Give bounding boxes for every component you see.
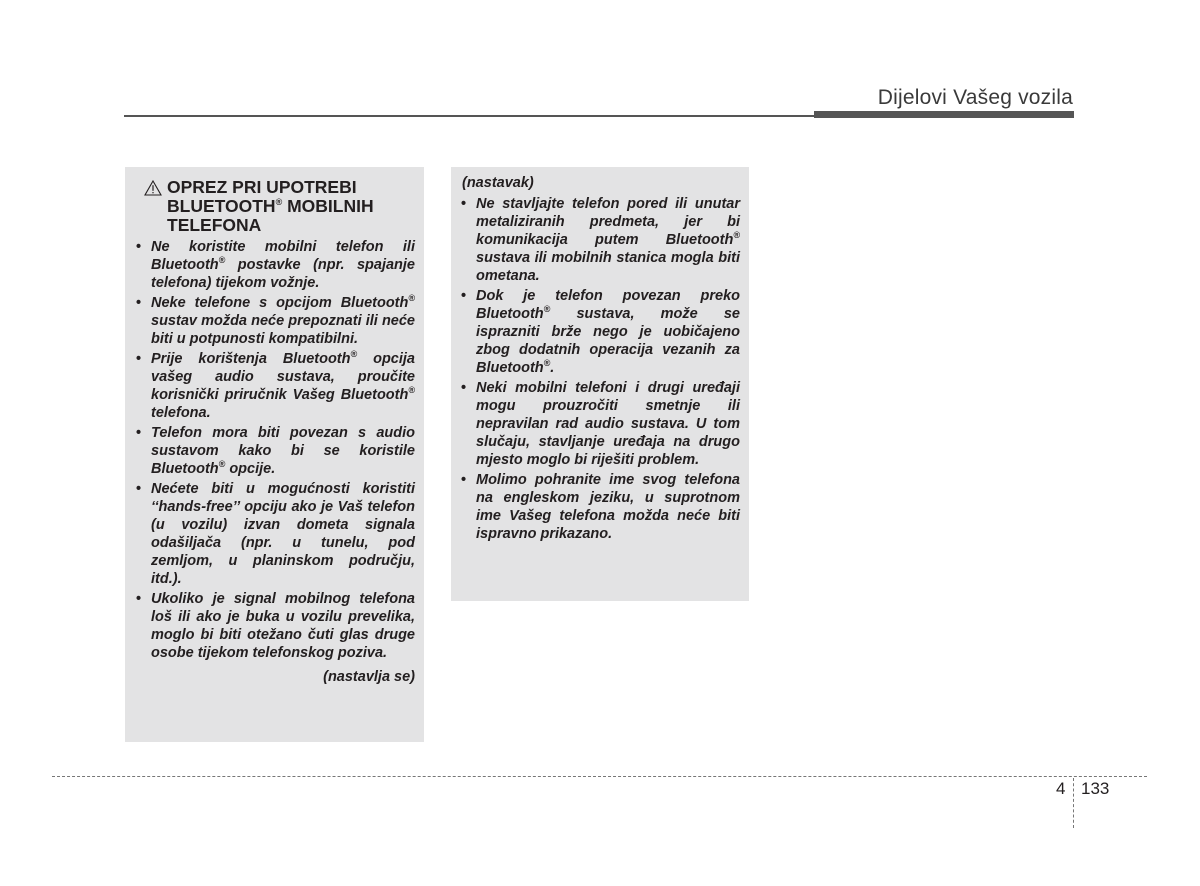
list-item-text: Ukoliko je signal mobilnog telefona loš ili ako je buka u vozilu prevelika, moglo bi biti otežano čuti glas druge osobe tijekom telefonskog poziva. (151, 591, 415, 661)
list-item-text: Neki mobilni telefoni i drugi uređaji mogu prouzročiti smetnje ili nepravilan rad audio sustava. U tom slučaju, stavljanje uređaja na drugo mjesto moglo bi riješiti problem. (476, 380, 740, 468)
registered-mark: ® (350, 349, 358, 360)
caution-list-item (135, 238, 415, 292)
list-item-text: Dok je telefon povezan preko Bluetooth (476, 288, 740, 322)
warning-triangle-icon (144, 180, 162, 196)
registered-mark: ® (408, 385, 415, 396)
caution-list-item (460, 287, 740, 377)
caution-list-item (135, 350, 415, 422)
caution-list-item (135, 590, 415, 662)
caution-list-left (135, 238, 415, 662)
list-item-text: opcije. (225, 461, 276, 477)
list-item-text: opcija vašeg audio sustava, proučite korisnički priručnik Vašeg Bluetooth (151, 351, 415, 403)
list-item-text: Nećete biti u mogućnosti koristiti ‘‘hands-free’’ opciju ako je Vaš telefon (u vozilu) izvan dometa signala odašiljača (npr. u tunelu, pod zemljom, u planinskom području, itd.). (151, 481, 415, 587)
header-rule-thin (124, 115, 814, 117)
caution-list-item (135, 424, 415, 478)
list-item-text: Ne stavljajte telefon pored ili unutar metaliziranih predmeta, jer bi komunikacija putem Bluetooth (476, 196, 740, 248)
list-item-text: Ne koristite mobilni telefon ili Bluetooth (151, 239, 415, 273)
caution-list-right (460, 195, 740, 543)
registered-mark: ® (275, 197, 283, 208)
caution-box-right (451, 167, 749, 601)
continuation-label: (nastavak) (462, 175, 534, 191)
caution-list-item (460, 195, 740, 285)
list-item-text: postavke (npr. spajanje telefona) tijekom vožnje. (151, 257, 415, 291)
caution-title (167, 178, 415, 235)
registered-mark: ® (408, 293, 415, 304)
caution-list-item (135, 294, 415, 348)
caution-box-left (125, 167, 424, 742)
list-item-text: sustava ili mobilnih stanica mogla biti ometana. (476, 250, 740, 284)
header-rule-thick (814, 111, 1074, 118)
list-item-text: sustav možda neće prepoznati ili neće biti u potpunosti kompatibilni. (151, 313, 415, 347)
caution-heading (135, 178, 415, 235)
section-title: Dijelovi Vašeg vozila (877, 86, 1073, 109)
page-number: 133 (1081, 779, 1110, 798)
list-item-text: Telefon mora biti povezan s audio sustavom kako bi se koristile Bluetooth (151, 425, 415, 477)
caution-title-line1: OPREZ PRI UPOTREBI (167, 177, 357, 197)
caution-title-line2 (167, 197, 415, 216)
caution-list-item (460, 379, 740, 469)
list-item-text: sustava, može se isprazniti brže nego je uobičajeno zbog dodatnih operacija vezanih za Bluetooth (476, 306, 740, 376)
registered-mark: ® (543, 358, 551, 369)
list-item-text: telefona. (151, 405, 211, 421)
registered-mark: ® (218, 255, 226, 266)
caution-title-line2a: BLUETOOTH (167, 196, 276, 216)
caution-title-line2b: MOBILNIH (282, 196, 374, 216)
list-item-text: Molimo pohranite ime svog telefona na engleskom jeziku, u suprotnom ime Vašeg telefona možda neće biti ispravno prikazano. (476, 472, 740, 542)
list-item-text: . (550, 360, 555, 376)
continued-label: (nastavlja se) (323, 669, 415, 685)
registered-mark: ® (218, 459, 226, 470)
page-number-divider (1073, 778, 1074, 828)
caution-list-item (460, 471, 740, 543)
list-item-text: Neke telefone s opcijom Bluetooth (151, 295, 409, 311)
list-item-text: Prije korištenja Bluetooth (151, 351, 351, 367)
caution-title-line3: TELEFONA (167, 215, 262, 235)
registered-mark: ® (733, 230, 740, 241)
chapter-number: 4 (1056, 779, 1066, 798)
registered-mark: ® (543, 304, 551, 315)
footer-rule (52, 776, 1147, 777)
caution-list-item (135, 480, 415, 588)
